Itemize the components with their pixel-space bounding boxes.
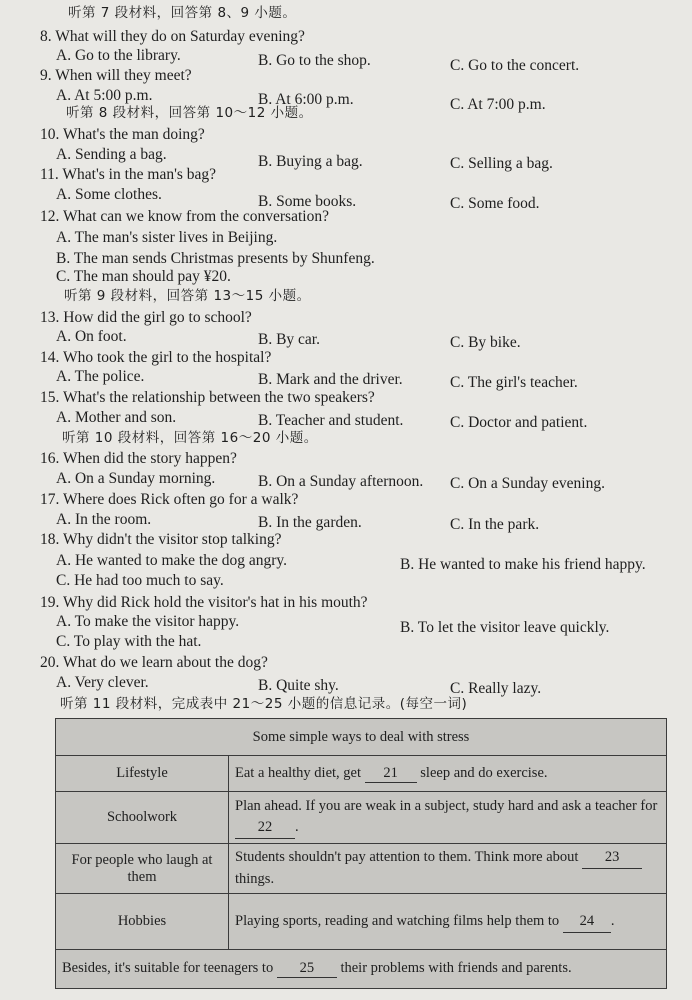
question-9-option-b: B. At 6:00 p.m. bbox=[258, 91, 354, 108]
question-14-option-b: B. Mark and the driver. bbox=[258, 371, 403, 388]
table-header-row bbox=[56, 719, 667, 756]
section-11-instruction: 听第 11 段材料，完成表中 21～25 小题的信息记录。(每空一词) bbox=[60, 696, 468, 712]
row-label-lifestyle: Lifestyle bbox=[56, 756, 229, 792]
question-15-option-a: A. Mother and son. bbox=[56, 409, 177, 426]
row-text: Eat a healthy diet, get bbox=[235, 764, 362, 781]
row-text: Students shouldn't pay attention to them. Think more about bbox=[235, 849, 579, 865]
question-11-option-c: C. Some food. bbox=[450, 195, 540, 212]
table-row bbox=[56, 756, 667, 792]
section-10-instruction: 听第 10 段材料，回答第 16～20 小题。 bbox=[62, 430, 318, 446]
question-20-option-a: A. Very clever. bbox=[56, 674, 149, 691]
question-18-option-b: B. He wanted to make his friend happy. bbox=[400, 556, 646, 573]
question-15-stem: 15. What's the relationship between the two speakers? bbox=[40, 389, 375, 406]
question-13-option-b: B. By car. bbox=[258, 331, 320, 348]
question-16-option-a: A. On a Sunday morning. bbox=[56, 470, 216, 487]
section-7-instruction: 听第 7 段材料，回答第 8、9 小题。 bbox=[68, 5, 297, 21]
question-9-stem: 9. When will they meet? bbox=[40, 67, 192, 84]
question-14-option-a: A. The police. bbox=[56, 368, 145, 385]
question-12-option-b: B. The man sends Christmas presents by Shunfeng. bbox=[56, 250, 375, 267]
stress-info-table bbox=[55, 718, 667, 989]
blank-21[interactable]: 21 bbox=[365, 765, 417, 783]
blank-25[interactable]: 25 bbox=[277, 960, 337, 978]
question-11-option-a: A. Some clothes. bbox=[56, 186, 162, 203]
question-19-stem: 19. Why did Rick hold the visitor's hat in his mouth? bbox=[40, 594, 368, 611]
question-8-option-b: B. Go to the shop. bbox=[258, 52, 371, 69]
question-13-stem: 13. How did the girl go to school? bbox=[40, 309, 252, 326]
question-18-stem: 18. Why didn't the visitor stop talking? bbox=[40, 531, 282, 548]
section-9-instruction: 听第 9 段材料，回答第 13～15 小题。 bbox=[64, 288, 311, 304]
question-10-stem: 10. What's the man doing? bbox=[40, 126, 205, 143]
question-15-option-c: C. Doctor and patient. bbox=[450, 414, 588, 431]
question-20-stem: 20. What do we learn about the dog? bbox=[40, 654, 268, 671]
row-text: Playing sports, reading and watching films help them to bbox=[235, 913, 560, 929]
row-text: . bbox=[295, 819, 299, 835]
row-label-hobbies: Hobbies bbox=[56, 894, 229, 950]
question-16-option-b: B. On a Sunday afternoon. bbox=[258, 473, 424, 490]
question-19-option-a: A. To make the visitor happy. bbox=[56, 613, 240, 630]
question-8-stem: 8. What will they do on Saturday evening? bbox=[40, 28, 305, 45]
question-19-option-c: C. To play with the hat. bbox=[56, 633, 202, 650]
row-text: sleep and do exercise. bbox=[420, 764, 548, 781]
question-12-option-c: C. The man should pay ¥20. bbox=[56, 268, 231, 285]
row-text: their problems with friends and parents. bbox=[340, 960, 572, 976]
table-row bbox=[56, 894, 667, 950]
question-17-option-c: C. In the park. bbox=[450, 516, 540, 533]
question-17-option-b: B. In the garden. bbox=[258, 514, 362, 531]
row-content-lifestyle bbox=[229, 756, 667, 792]
question-18-option-a: A. He wanted to make the dog angry. bbox=[56, 552, 287, 569]
question-19-option-b: B. To let the visitor leave quickly. bbox=[400, 619, 610, 636]
question-16-option-c: C. On a Sunday evening. bbox=[450, 475, 605, 492]
row-content-schoolwork bbox=[229, 792, 667, 844]
question-17-option-a: A. In the room. bbox=[56, 511, 152, 528]
question-11-option-b: B. Some books. bbox=[258, 193, 357, 210]
question-8-option-c: C. Go to the concert. bbox=[450, 57, 580, 74]
question-16-stem: 16. When did the story happen? bbox=[40, 450, 237, 467]
row-label-people-laugh: For people who laugh at them bbox=[56, 844, 229, 894]
row-text: things. bbox=[235, 871, 275, 887]
row-text: . bbox=[610, 913, 615, 929]
question-14-option-c: C. The girl's teacher. bbox=[450, 374, 578, 391]
question-13-option-a: A. On foot. bbox=[56, 328, 127, 345]
table-row bbox=[56, 950, 667, 989]
section-8-instruction: 听第 8 段材料，回答第 10～12 小题。 bbox=[66, 105, 313, 121]
question-12-option-a: A. The man's sister lives in Beijing. bbox=[56, 229, 278, 246]
row-content-besides bbox=[56, 950, 667, 989]
question-13-option-c: C. By bike. bbox=[450, 334, 521, 351]
question-18-option-c: C. He had too much to say. bbox=[56, 572, 224, 589]
row-content-hobbies bbox=[229, 894, 667, 950]
blank-22[interactable]: 22 bbox=[235, 817, 295, 839]
blank-24[interactable]: 24 bbox=[563, 910, 611, 933]
question-11-stem: 11. What's in the man's bag? bbox=[40, 166, 217, 183]
question-10-option-b: B. Buying a bag. bbox=[258, 153, 363, 170]
row-text: Plan ahead. If you are weak in a subject, study hard and ask a teacher for bbox=[235, 798, 658, 814]
table-row bbox=[56, 844, 667, 894]
table-row bbox=[56, 792, 667, 844]
question-20-option-c: C. Really lazy. bbox=[450, 680, 542, 697]
row-content-people-laugh bbox=[229, 844, 667, 894]
question-12-stem: 12. What can we know from the conversation? bbox=[40, 208, 329, 225]
question-8-option-a: A. Go to the library. bbox=[56, 47, 181, 64]
question-17-stem: 17. Where does Rick often go for a walk? bbox=[40, 491, 299, 508]
row-text: Besides, it's suitable for teenagers to bbox=[62, 960, 274, 976]
row-label-schoolwork: Schoolwork bbox=[56, 792, 229, 844]
question-20-option-b: B. Quite shy. bbox=[258, 677, 339, 694]
question-15-option-b: B. Teacher and student. bbox=[258, 412, 404, 429]
question-9-option-c: C. At 7:00 p.m. bbox=[450, 96, 546, 113]
question-14-stem: 14. Who took the girl to the hospital? bbox=[40, 349, 272, 366]
blank-23[interactable]: 23 bbox=[582, 847, 642, 869]
question-9-option-a: A. At 5:00 p.m. bbox=[56, 87, 153, 104]
table-header: Some simple ways to deal with stress bbox=[56, 719, 667, 756]
question-10-option-a: A. Sending a bag. bbox=[56, 146, 167, 163]
question-10-option-c: C. Selling a bag. bbox=[450, 155, 553, 172]
